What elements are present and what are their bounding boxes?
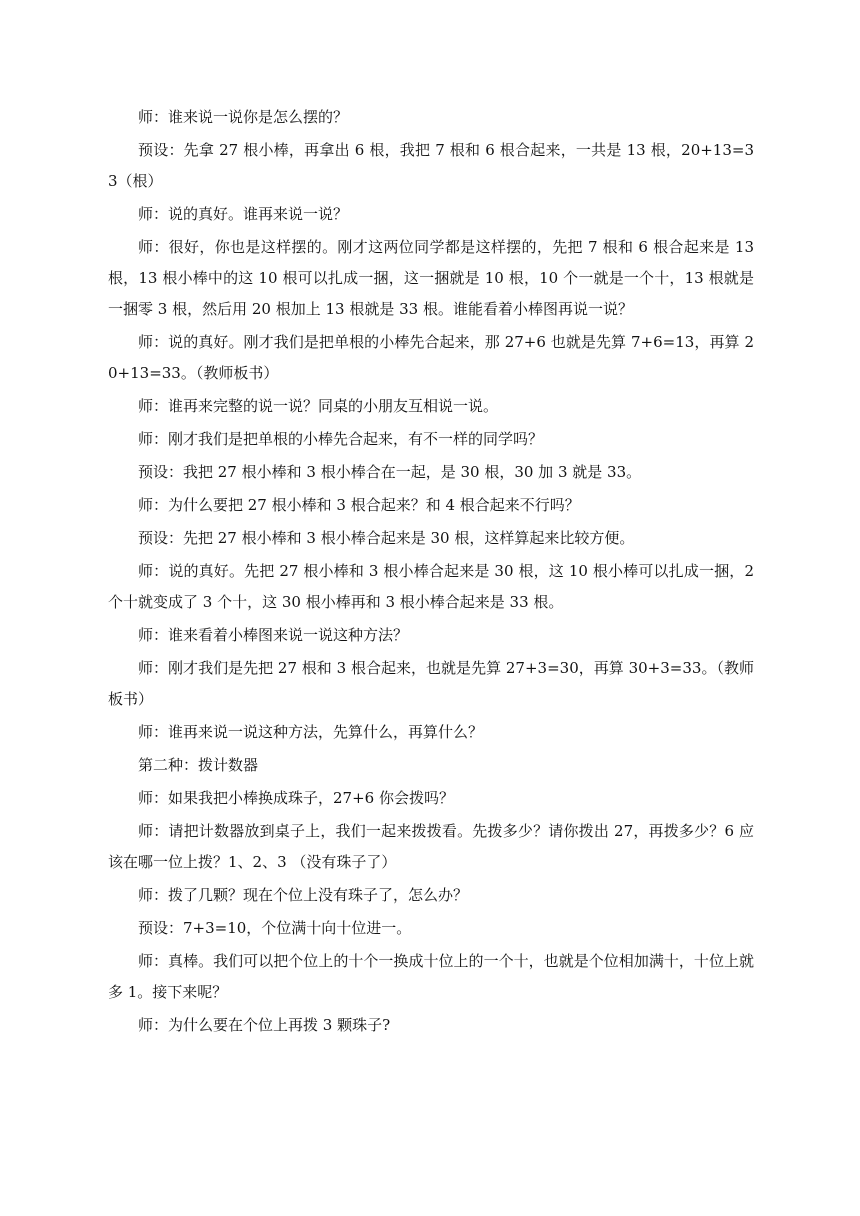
paragraph: 预设：我把 27 根小棒和 3 根小棒合在一起，是 30 根，30 加 3 就是 33。 — [138, 463, 642, 481]
section-heading: 第二种：拨计数器 — [138, 756, 259, 774]
paragraph: 师：说的真好。先把 27 根小棒和 3 根小棒合起来是 30 根，这 10 根小棒可以扎成一捆，2 个十就变成了 3 个十，这 30 根小棒再和 3 根小棒合起来是 33 根。 — [108, 562, 754, 611]
paragraph: 师：拨了几颗？现在个位上没有珠子了，怎么办？ — [138, 886, 469, 904]
paragraph: 师：谁再来说一说这种方法，先算什么，再算什么？ — [138, 723, 484, 741]
paragraph: 预设：先把 27 根小棒和 3 根小棒合起来是 30 根，这样算起来比较方便。 — [138, 529, 635, 547]
paragraph: 师：说的真好。谁再来说一说？ — [138, 205, 349, 223]
paragraph: 师：谁来说一说你是怎么摆的？ — [138, 108, 349, 126]
paragraph: 师：刚才我们是把单根的小棒先合起来，有不一样的同学吗？ — [138, 430, 544, 448]
paragraph: 师：为什么要把 27 根小棒和 3 根合起来？和 4 根合起来不行吗？ — [138, 496, 580, 514]
paragraph: 预设：先拿 27 根小棒，再拿出 6 根，我把 7 根和 6 根合起来，一共是 13 根，20+13=33（根） — [108, 141, 754, 190]
paragraph: 师：谁再来完整的说一说？同桌的小朋友互相说一说。 — [138, 397, 499, 415]
paragraph: 师：谁来看着小棒图来说一说这种方法？ — [138, 626, 409, 644]
paragraph: 师：真棒。我们可以把个位上的十个一换成十位上的一个十，也就是个位相加满十，十位上就多 1。接下来呢？ — [108, 952, 754, 1001]
document-body — [108, 102, 754, 1043]
paragraph: 师：如果我把小棒换成珠子，27+6 你会拨吗？ — [138, 789, 454, 807]
paragraph: 师：刚才我们是先把 27 根和 3 根合起来，也就是先算 27+3=30，再算 30+3=33。（教师板书） — [108, 659, 754, 708]
paragraph: 师：为什么要在个位上再拨 3 颗珠子? — [138, 1016, 391, 1034]
paragraph: 师：说的真好。刚才我们是把单根的小棒先合起来，那 27+6 也就是先算 7+6=13，再算 20+13=33。（教师板书） — [108, 333, 754, 382]
paragraph: 师：请把计数器放到桌子上，我们一起来拨拨看。先拨多少？请你拨出 27，再拨多少？6 应该在哪一位上拨？1、2、3 （没有珠子了） — [108, 822, 754, 871]
paragraph: 预设：7+3=10，个位满十向十位进一。 — [138, 919, 412, 937]
paragraph: 师：很好，你也是这样摆的。刚才这两位同学都是这样摆的，先把 7 根和 6 根合起来是 13 根，13 根小棒中的这 10 根可以扎成一捆，这一捆就是 10 根，10 个一就是一个十，13 根就是一捆零 3 根，然后用 20 根加上 13 根就是 33 根。谁能看着小棒图再说一说？ — [108, 238, 754, 318]
